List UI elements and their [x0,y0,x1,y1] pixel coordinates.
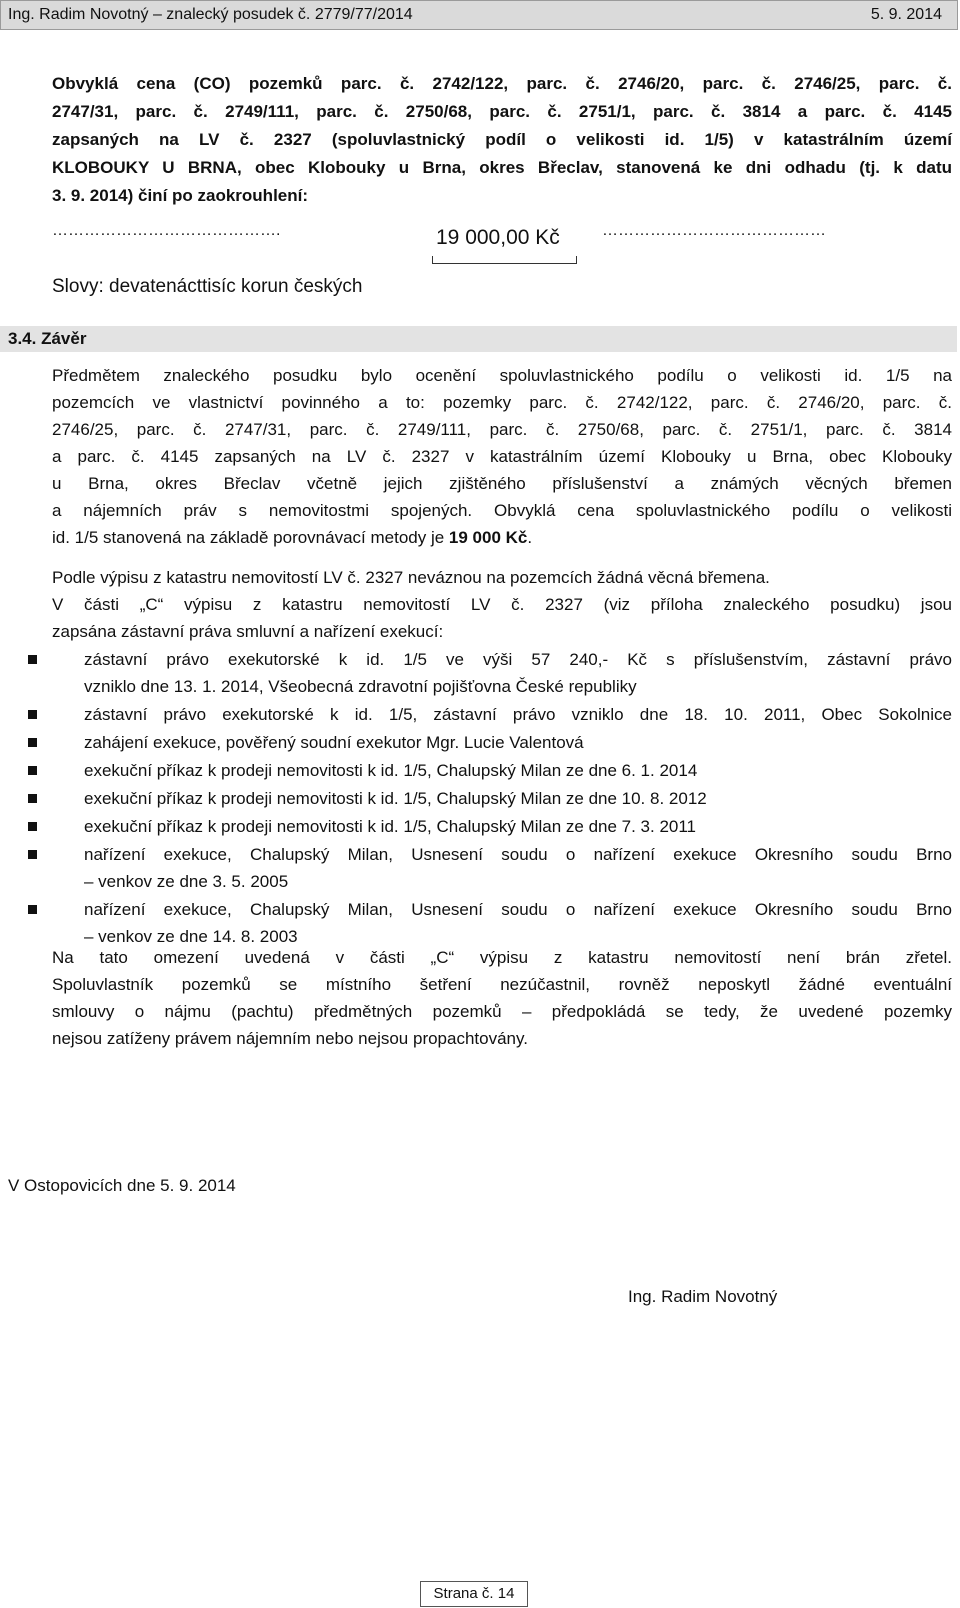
header-title: Ing. Radim Novotný – znalecký posudek č. 2779/77/2014 [8,6,413,23]
amount-underline [432,263,577,264]
list-item [28,785,952,812]
paragraph-line: Podle výpisu z katastru nemovitostí LV č. 2327 neváznou na pozemcích žádná věcná břemena. [52,568,770,587]
list-item-text: zástavní právo exekutorské k id. 1/5, zástavní právo vzniklo dne 18. 10. 2011, Obec Sokolnice [84,705,952,724]
bullet-square-icon [28,655,37,664]
list-item [28,757,952,784]
bullet-square-icon [28,850,37,859]
list-item-text: – venkov ze dne 3. 5. 2005 [84,872,289,891]
list-item [28,729,952,756]
paragraph-line: pozemcích ve vlastnictví povinného a to: pozemky parc. č. 2742/122, parc. č. 2746/20, parc. č. [52,393,952,412]
header-date: 5. 9. 2014 [870,6,942,23]
bullet-square-icon [28,822,37,831]
paragraph-line: Spoluvlastník pozemků se místního šetření nezúčastnil, rovněž neposkytl žádné eventuální [52,975,952,994]
valuation-line: Obvyklá cena (CO) pozemků parc. č. 2742/122, parc. č. 2746/20, parc. č. 2746/25, parc. č. [52,74,952,93]
paragraph-line [52,524,952,551]
section-bar [0,326,957,352]
paragraph-line: Předmětem znaleckého posudku bylo ocenění spoluvlastnického podílu o velikosti id. 1/5 na [52,366,952,385]
valuation-line: zapsaných na LV č. 2327 (spoluvlastnický podíl o velikosti id. 1/5) v katastrálním území [52,130,952,149]
paragraph-text: id. 1/5 stanovená na základě porovnávací metody je [52,528,449,547]
list-item-text: exekuční příkaz k prodeji nemovitosti k id. 1/5, Chalupský Milan ze dne 6. 1. 2014 [84,761,698,780]
section-title: 3.4. Závěr [8,329,87,348]
paragraph-line: V části „C“ výpisu z katastru nemovitostí LV č. 2327 (viz příloha znaleckého posudku) jsou [52,595,952,614]
list-item [28,701,952,728]
paragraph-line: nejsou zatíženy právem nájemním nebo nejsou propachtovány. [52,1029,528,1048]
bullet-square-icon [28,710,37,719]
conclusion-paragraph-1 [52,362,952,551]
paragraph-line: 2746/25, parc. č. 2747/31, parc. č. 2749/111, parc. č. 2750/68, parc. č. 2751/1, parc. č. 3814 [52,420,952,439]
list-item [28,813,952,840]
paragraph-line: smlouvy o nájmu (pachtu) předmětných pozemků – předpokládá se tedy, že uvedené pozemky [52,1002,952,1021]
list-item [28,841,952,895]
paragraph-line: a nájemních práv s nemovitostmi spojených. Obvyklá cena spoluvlastnického podílu o velikosti [52,501,952,520]
place-and-date: V Ostopovicích dne 5. 9. 2014 [8,1176,236,1195]
list-item [28,896,952,950]
paragraph-line: Na tato omezení uvedená v části „C“ výpisu z katastru nemovitostí není brán zřetel. [52,948,952,967]
valuation-statement [52,70,952,210]
valuation-line: 3. 9. 2014) činí po zaokrouhlení: [52,186,309,205]
page-number: Strana č. 14 [420,1581,528,1607]
list-item-text: zahájení exekuce, pověřený soudní exekutor Mgr. Lucie Valentová [84,733,584,752]
valuation-line: 2747/31, parc. č. 2749/111, parc. č. 2750/68, parc. č. 2751/1, parc. č. 3814 a parc. č. 4145 [52,102,952,121]
list-item-text: zástavní právo exekutorské k id. 1/5 ve výši 57 240,- Kč s příslušenstvím, zástavní právo [84,650,952,669]
conclusion-paragraph-3 [52,944,952,1052]
paragraph-line: a parc. č. 4145 zapsaných na LV č. 2327 v katastrálním území Klobouky u Brna, obec Klobouky [52,447,952,466]
dots-left: ……………………………………. [52,222,281,239]
dots-right: …………………………………… [602,222,826,239]
list-item-text: nařízení exekuce, Chalupský Milan, Usnesení soudu o nařízení exekuce Okresního soudu Brno [84,845,952,864]
list-item-text: nařízení exekuce, Chalupský Milan, Usnesení soudu o nařízení exekuce Okresního soudu Brno [84,900,952,919]
list-item-text: vzniklo dne 13. 1. 2014, Všeobecná zdravotní pojišťovna České republiky [84,677,637,696]
bullet-square-icon [28,794,37,803]
bullet-square-icon [28,766,37,775]
valuation-line: KLOBOUKY U BRNA, obec Klobouky u Brna, okres Břeclav, stanovená ke dni odhadu (tj. k datu [52,158,952,177]
amount-in-words: Slovy: devatenácttisíc korun českých [52,276,363,297]
bullet-square-icon [28,905,37,914]
paragraph-line: zapsána zástavní práva smluvní a nařízení exekucí: [52,622,444,641]
paragraph-line: u Brna, okres Břeclav včetně jejich zjištěného příslušenství a známých věcných břemen [52,474,952,493]
conclusion-amount: 19 000 Kč [448,528,528,547]
paragraph-text: . [527,528,533,547]
list-item-text: – venkov ze dne 14. 8. 2003 [84,927,298,946]
valuation-amount: 19 000,00 Kč [436,226,560,249]
conclusion-paragraph-2 [52,564,952,645]
list-item-text: exekuční příkaz k prodeji nemovitosti k id. 1/5, Chalupský Milan ze dne 10. 8. 2012 [84,789,707,808]
signature-name: Ing. Radim Novotný [628,1287,778,1306]
encumbrance-list [28,646,952,951]
bullet-square-icon [28,738,37,747]
list-item [28,646,952,700]
list-item-text: exekuční příkaz k prodeji nemovitosti k id. 1/5, Chalupský Milan ze dne 7. 3. 2011 [84,817,697,836]
